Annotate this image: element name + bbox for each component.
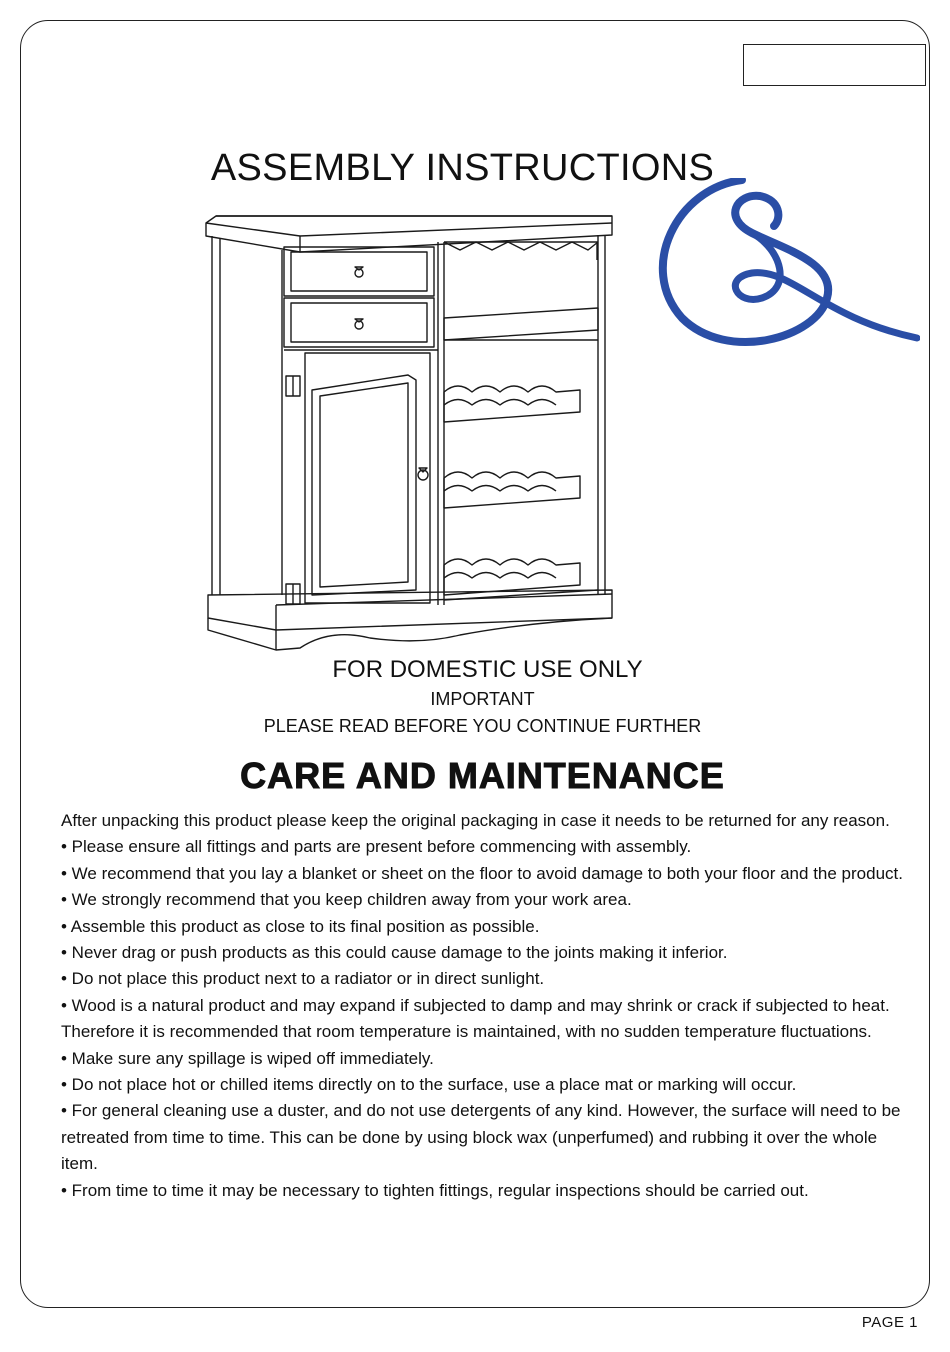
brand-logo-icon	[642, 178, 920, 358]
care-point: • Do not place this product next to a radiator or in direct sunlight.	[61, 969, 545, 989]
care-heading: CARE AND MAINTENANCE	[240, 755, 725, 796]
care-point: • We strongly recommend that you keep children away from your work area.	[61, 890, 632, 910]
domestic-use-notice: FOR DOMESTIC USE ONLY	[332, 656, 643, 683]
care-point: • We recommend that you lay a blanket or sheet on the floor to avoid damage to both your floor and the product.	[61, 863, 903, 883]
reference-box	[743, 44, 926, 86]
care-point: • Please ensure all fittings and parts are present before commencing with assembly.	[61, 837, 692, 857]
page-number: PAGE 1	[861, 1314, 918, 1331]
care-point: • Never drag or push products as this could cause damage to the joints making it inferior.	[61, 943, 728, 963]
page-title: ASSEMBLY INSTRUCTIONS	[210, 147, 715, 189]
important-label: IMPORTANT	[430, 689, 535, 709]
care-point: • Wood is a natural product and may expand if subjected to damp and may shrink or crack if subjected to heat. Therefore it is recommended that room temperature is maintained, with no sudden temperature fluctuations.	[61, 995, 890, 1042]
care-intro: After unpacking this product please keep the original packaging in case it needs to be returned for any reason.	[61, 811, 890, 830]
care-point: • Do not place hot or chilled items directly on to the surface, use a place mat or marking will occur.	[61, 1075, 797, 1095]
care-point: • Assemble this product as close to its final position as possible.	[61, 916, 540, 936]
care-point: • From time to time it may be necessary to tighten fittings, regular inspections should be carried out.	[61, 1180, 809, 1200]
cabinet-illustration	[200, 190, 620, 655]
care-instructions	[61, 808, 911, 1204]
care-point: • For general cleaning use a duster, and do not use detergents of any kind. However, the surface will need to be retreated from time to time. This can be done by using block wax (unperfumed) and rubbing it over the whole item.	[61, 1101, 901, 1174]
read-before-notice: PLEASE READ BEFORE YOU CONTINUE FURTHER	[263, 716, 702, 736]
care-point: • Make sure any spillage is wiped off immediately.	[61, 1048, 434, 1068]
